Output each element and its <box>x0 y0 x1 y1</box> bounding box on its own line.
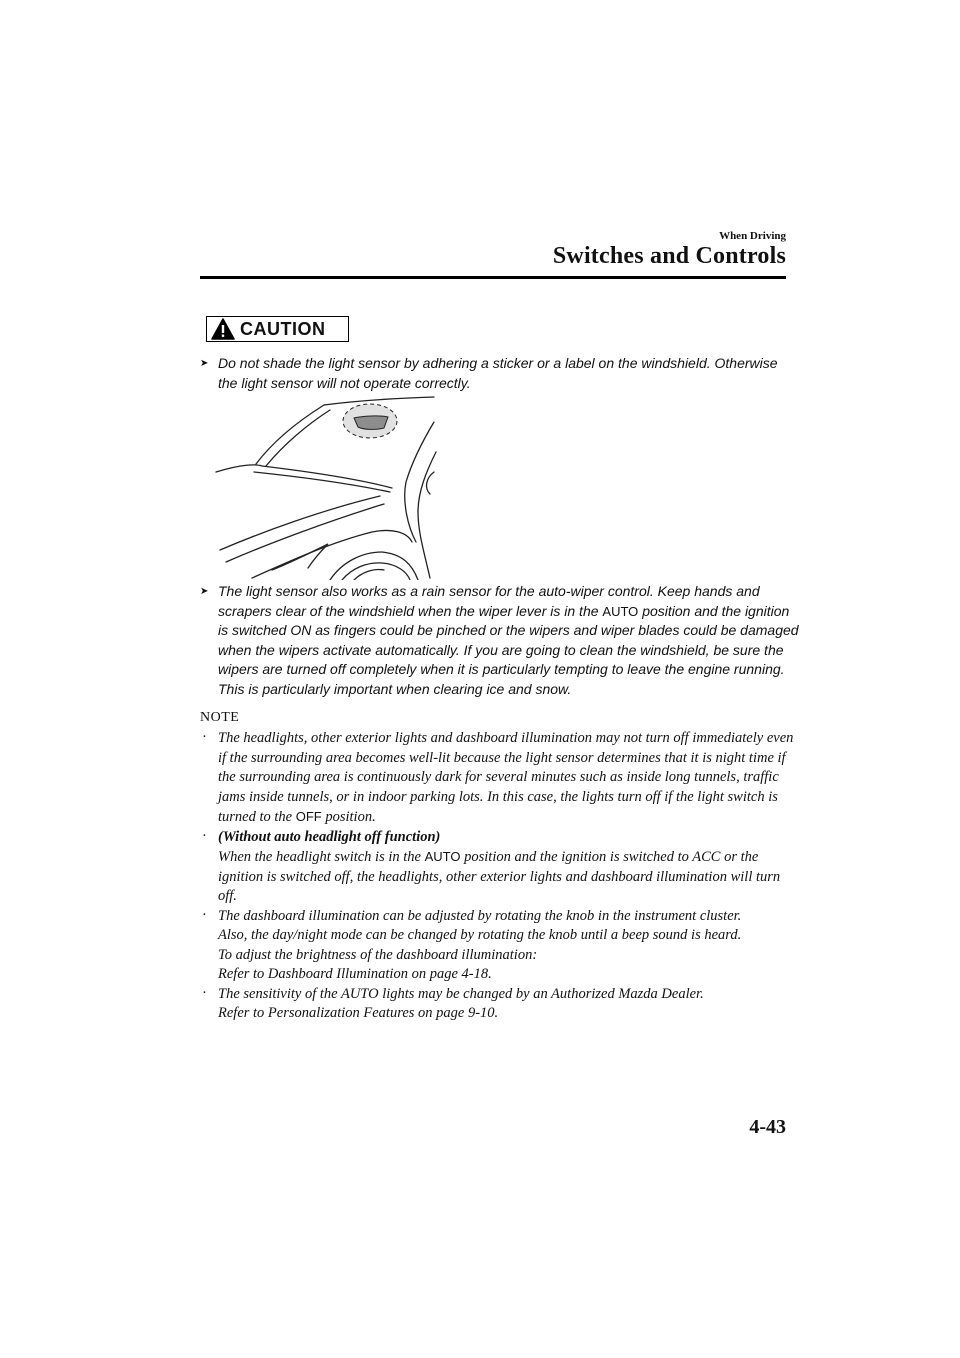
switch-position-off: OFF <box>295 809 322 824</box>
bullet-triangle-icon: ➤ <box>200 358 209 369</box>
note-item: · The headlights, other exterior lights and dashboard illumination may not turn off immediately even if the surrounding area becomes well-lit because the light sensor determines that it is night time if the surrounding area is continuously dark for several minutes such as inside long tunnels, traffic jams inside tunnels, or in indoor parking lots. In this case, the lights turn off if the light switch is turned to the OFF position. <box>202 729 794 825</box>
caution-item <box>200 582 800 699</box>
bullet-icon: · <box>202 984 207 1001</box>
windshield-light-sensor-illustration <box>212 392 438 580</box>
note-list <box>200 729 800 1024</box>
note-heading: NOTE <box>200 710 240 725</box>
warning-triangle-icon <box>211 318 235 340</box>
header-divider <box>200 276 786 279</box>
switch-position-auto: AUTO <box>424 849 461 864</box>
cross-reference: Refer to Personalization Features on page 9-10. <box>218 1005 499 1021</box>
bullet-icon: · <box>202 906 207 923</box>
page-title: Switches and Controls <box>552 243 786 269</box>
note-item: · The sensitivity of the AUTO lights may be changed by an Authorized Mazda Dealer. Refer to Personalization Features on page 9-10. <box>202 984 704 1021</box>
caution-text: Do not shade the light sensor by adhering a sticker or a label on the windshield. Otherwise the light sensor will not operate correctly. <box>218 355 778 391</box>
note-item: · The dashboard illumination can be adjusted by rotating the knob in the instrument cluster. Also, the day/night mode can be changed by rotating the knob until a beep sound is heard. To adjust the brightness of the dashboard illumination: Refer to Dashboard Illumination on page 4-18. <box>202 906 742 982</box>
bullet-icon: · <box>202 827 207 844</box>
cross-reference: Refer to Dashboard Illumination on page 4-18. <box>218 966 492 982</box>
caution-label: CAUTION <box>240 318 326 339</box>
bullet-icon: · <box>202 729 207 745</box>
switch-position-auto: AUTO <box>602 603 639 619</box>
bullet-triangle-icon: ➤ <box>200 586 209 597</box>
caution-item <box>200 354 800 393</box>
note-subheading: (Without auto headlight off function) <box>218 828 441 845</box>
note-item: · (Without auto headlight off function) When the headlight switch is in the AUTO position and the ignition is switched to ACC or the ignition is switched off, the headlights, other exterior lights and dashboard illumination will turn off. <box>202 827 781 904</box>
page-number: 4-43 <box>749 1116 786 1138</box>
caution-badge <box>206 316 349 342</box>
caution-text: The light sensor also works as a rain sensor for the auto-wiper control. Keep hands and scrapers clear of the windshield when the wiper lever is in the AUTO position and the ignition is switched ON as fingers could be pinched or the wipers and wiper blades could be damaged when the wipers activate automatically. If you are going to clean the windshield, be sure the wipers are turned off completely when it is particularly tempting to leave the engine running. This is particularly important when clearing ice and snow. <box>218 583 799 697</box>
section-label: When Driving <box>719 230 786 242</box>
